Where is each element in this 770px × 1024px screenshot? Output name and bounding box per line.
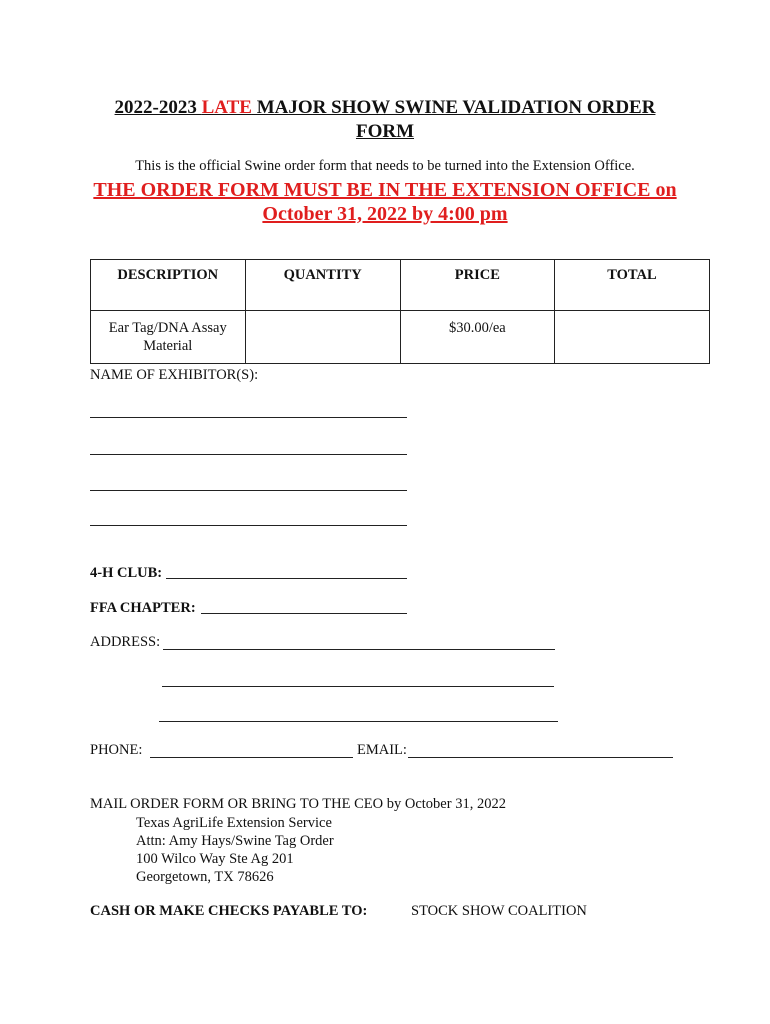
title-main: MAJOR SHOW SWINE VALIDATION ORDER xyxy=(251,97,656,118)
cell-description xyxy=(91,311,246,364)
phone-label: PHONE: xyxy=(90,742,143,758)
title-late: LATE xyxy=(201,97,252,118)
address-label: ADDRESS: xyxy=(90,634,161,650)
description-line2: Material xyxy=(143,338,193,354)
email-field[interactable] xyxy=(408,757,673,758)
deadline-warning-rest: OFFICE on xyxy=(569,179,677,201)
address-field-line-3[interactable] xyxy=(159,721,558,722)
table-header-row xyxy=(91,260,710,311)
cell-quantity[interactable] xyxy=(245,311,400,364)
address-field-line-1[interactable] xyxy=(163,649,555,650)
payable-value: STOCK SHOW COALITION xyxy=(411,903,587,919)
ffa-label: FFA CHAPTER: xyxy=(90,600,196,616)
club-label: 4-H CLUB: xyxy=(90,565,163,581)
exhibitor-label: NAME OF EXHIBITOR(S): xyxy=(90,367,259,383)
description-line1: Ear Tag/DNA Assay xyxy=(108,320,227,336)
exhibitor-name-line-3[interactable] xyxy=(90,490,407,491)
exhibitor-name-line-1[interactable] xyxy=(90,417,407,418)
form-title-line2: FORM xyxy=(355,121,415,142)
mail-heading: MAIL ORDER FORM OR BRING TO THE CEO by October 31, 2022 xyxy=(90,796,506,812)
deadline-date: October 31, 2022 by 4:00 pm xyxy=(262,203,508,225)
header-price: PRICE xyxy=(400,260,554,311)
cell-price: $30.00/ea xyxy=(400,311,554,364)
exhibitor-name-line-2[interactable] xyxy=(90,454,407,455)
phone-field[interactable] xyxy=(150,757,353,758)
title-year: 2022-2023 xyxy=(114,97,202,118)
mail-address-block xyxy=(136,814,334,886)
mail-address-line: Attn: Amy Hays/Swine Tag Order xyxy=(136,833,334,849)
form-subtitle: This is the official Swine order form that needs to be turned into the Extension Office. xyxy=(135,158,635,174)
club-field[interactable] xyxy=(166,578,407,579)
form-title xyxy=(0,96,770,120)
header-total: TOTAL xyxy=(554,260,709,311)
mail-address-line: Texas AgriLife Extension Service xyxy=(136,815,332,831)
deadline-warning xyxy=(0,178,770,203)
payable-label: CASH OR MAKE CHECKS PAYABLE TO: xyxy=(90,903,368,919)
mail-address-line: 100 Wilco Way Ste Ag 201 xyxy=(136,851,294,867)
email-label: EMAIL: xyxy=(357,742,407,758)
deadline-warning-underlined: THE ORDER FORM MUST BE IN THE EXTENSION xyxy=(93,179,570,201)
address-field-line-2[interactable] xyxy=(162,686,554,687)
table-row xyxy=(91,311,710,364)
ffa-field[interactable] xyxy=(201,613,407,614)
mail-address-line: Georgetown, TX 78626 xyxy=(136,869,274,885)
header-quantity: QUANTITY xyxy=(245,260,400,311)
header-description: DESCRIPTION xyxy=(91,260,246,311)
cell-total[interactable] xyxy=(554,311,709,364)
order-table xyxy=(90,259,710,364)
exhibitor-name-line-4[interactable] xyxy=(90,525,407,526)
